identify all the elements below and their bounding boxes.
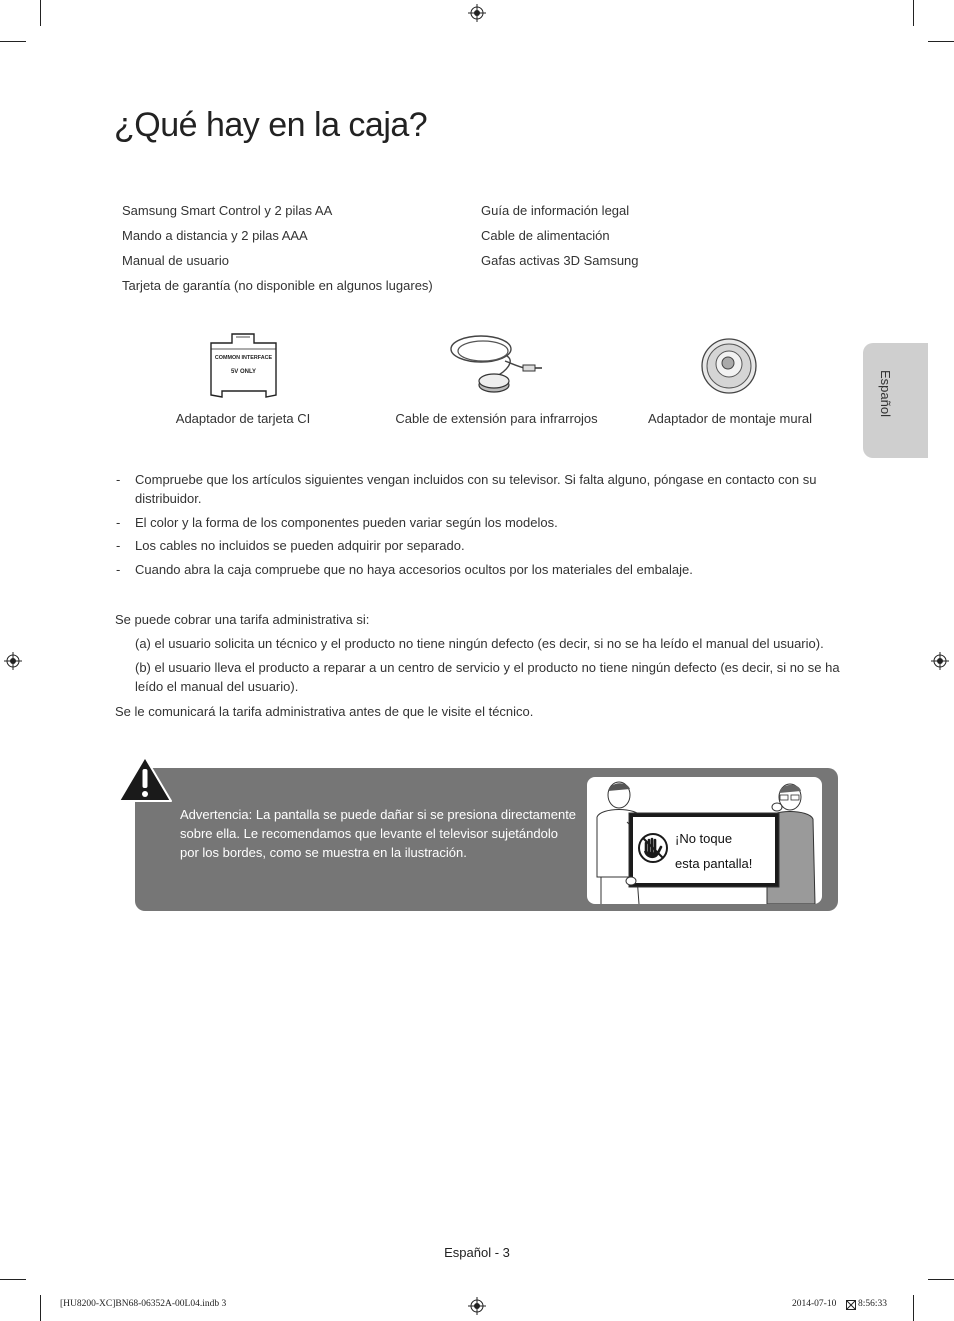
crop-mark — [928, 41, 954, 42]
illustration-caption — [675, 826, 752, 876]
contents-item: Mando a distancia y 2 pilas AAA — [122, 228, 308, 243]
ci-card-text: COMMON INTERFACE — [214, 355, 273, 361]
contents-item: Cable de alimentación — [481, 228, 610, 243]
print-slug-file: [HU8200-XC]BN68-06352A-00L04.indb 3 — [60, 1299, 227, 1309]
side-tab-label: Español — [878, 370, 893, 417]
crop-mark — [40, 1295, 41, 1321]
crop-mark — [40, 0, 41, 26]
note-text: Cuando abra la caja compruebe que no haya accesorios ocultos por los materiales del embalaje. — [135, 561, 693, 577]
note-item: - El color y la forma de los componentes pueden variar según los modelos. — [116, 514, 558, 530]
wall-mount-adapter-icon — [700, 333, 760, 397]
crop-mark — [913, 1295, 914, 1321]
page-title: ¿Qué hay en la caja? — [114, 106, 428, 144]
administrative-fee-section — [115, 610, 840, 721]
note-text: Los cables no incluidos se pueden adquirir por separado. — [135, 538, 465, 553]
fee-outro: Se le comunicará la tarifa administrativa antes de que le visite el técnico. — [115, 704, 534, 719]
warning-triangle-icon — [117, 755, 173, 803]
contents-item: Gafas activas 3D Samsung — [481, 253, 639, 268]
warning-illustration — [587, 777, 822, 904]
notes-list — [116, 470, 836, 583]
registration-mark-icon — [931, 652, 949, 670]
print-slug-date: 2014-07-10 — [792, 1299, 837, 1309]
contents-item: Samsung Smart Control y 2 pilas AA — [122, 203, 333, 218]
language-side-tab — [863, 343, 928, 458]
accessory-label: Cable de extensión para infrarrojos — [395, 411, 598, 426]
print-slug-time: 8:56:33 — [858, 1299, 888, 1309]
registration-mark-icon — [468, 1297, 486, 1315]
accessory-label: Adaptador de tarjeta CI — [175, 411, 311, 426]
contents-list-right — [481, 198, 639, 273]
crop-mark — [0, 1279, 26, 1280]
contents-item: Manual de usuario — [122, 253, 229, 268]
note-item: - Los cables no incluidos se pueden adquirir por separado. — [116, 538, 465, 553]
fee-item: (a) el usuario solicita un técnico y el producto no tiene ningún defecto (es decir, si no se ha leído el manual del usuario). — [135, 636, 824, 651]
warning-body: : La pantalla se puede dañar si se presiona directamente sobre ella. Le recomendamos que levante el televisor sujetándolo por los bordes, como se muestra en la ilustración. — [180, 807, 577, 860]
registration-mark-icon — [4, 652, 22, 670]
fee-item: (b) el usuario lleva el producto a reparar a un centro de servicio y el producto no tiene ningún defecto (es decir, si no se ha leído el manual del usuario). — [135, 660, 840, 694]
contents-list-left — [122, 198, 433, 298]
ci-card-text: 5V ONLY — [230, 369, 257, 375]
note-text: Compruebe que los artículos siguientes vengan incluidos con su televisor. Si falta alguno, póngase en contacto con su distribuidor. — [135, 472, 817, 506]
contents-item: Tarjeta de garantía (no disponible en algunos lugares) — [122, 278, 433, 293]
registration-mark-icon — [468, 4, 486, 22]
warning-label: Advertencia — [180, 807, 249, 822]
fee-intro: Se puede cobrar una tarifa administrativa si: — [115, 612, 370, 627]
note-item: - Cuando abra la caja compruebe que no haya accesorios ocultos por los materiales del embalaje. — [116, 561, 693, 577]
ci-card-adapter-icon — [208, 331, 280, 401]
illustration-caption-line: ¡No toque — [675, 831, 733, 846]
illustration-caption-line: esta pantalla! — [675, 856, 753, 871]
note-text: El color y la forma de los componentes pueden variar según los modelos. — [135, 514, 558, 530]
warning-text — [180, 805, 580, 862]
page-footer: Español - 3 — [444, 1245, 510, 1260]
contents-item: Guía de información legal — [481, 203, 630, 218]
ir-extension-cable-icon — [447, 331, 545, 401]
slug-box-icon — [846, 1300, 856, 1310]
crop-mark — [0, 41, 26, 42]
note-item: - Compruebe que los artículos siguientes vengan incluidos con su televisor. Si falta alguno, póngase en contacto con su distribuidor. — [116, 472, 817, 506]
crop-mark — [928, 1279, 954, 1280]
accessory-label: Adaptador de montaje mural — [647, 411, 813, 426]
crop-mark — [913, 0, 914, 26]
